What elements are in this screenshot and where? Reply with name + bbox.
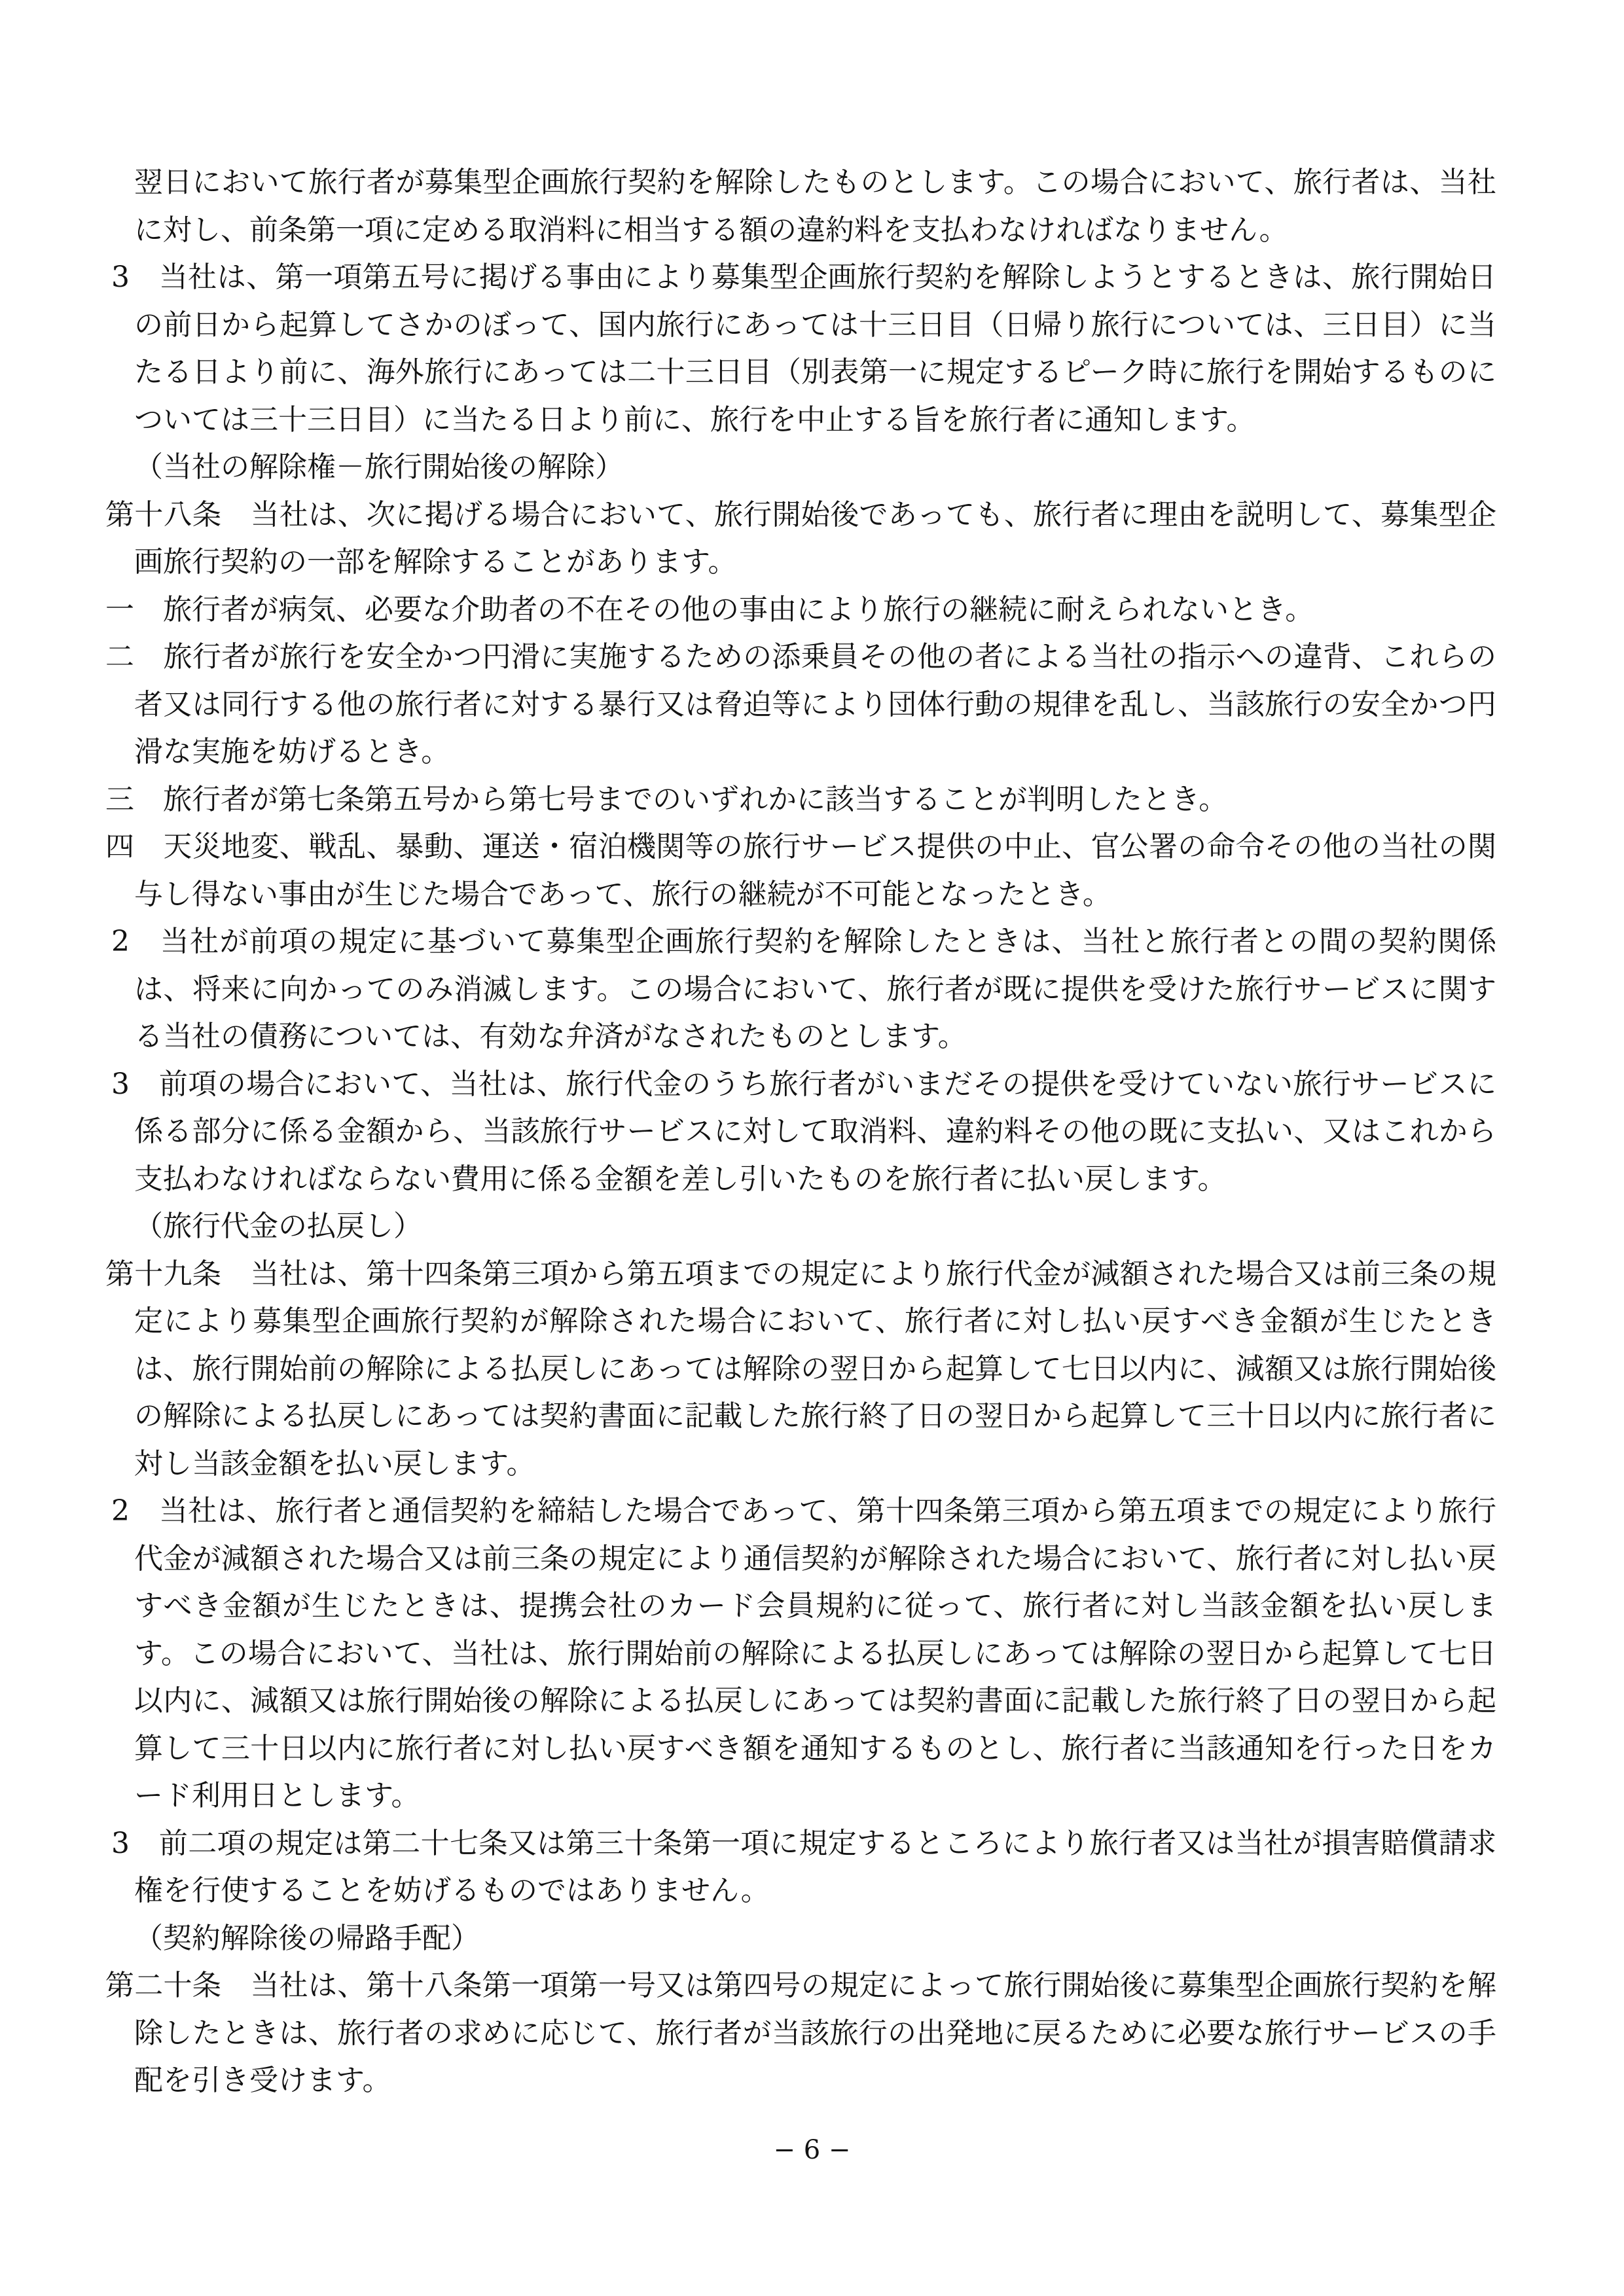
paragraph-heading: （契約解除後の帰路手配） — [134, 1921, 480, 1955]
paragraph-subitem: 二 旅行者が旅行を安全かつ円滑に実施するための添乗員その他の者による当社の指示への違背、これらの者又は同行する他の旅行者に対する暴行又は脅迫等により団体行動の規律を乱し、当該旅行の安全かつ円滑な実施を妨げるとき。 — [105, 640, 1496, 768]
paragraph-subitem: 三 旅行者が第七条第五号から第七号までのいずれかに該当することが判明したとき。 — [105, 782, 1228, 816]
page-footer — [0, 2135, 1624, 2165]
paragraph-heading: （当社の解除権－旅行開始後の解除） — [134, 450, 624, 484]
paragraph-article: 第二十条 当社は、第十八条第一項第一号又は第四号の規定によって旅行開始後に募集型企画旅行契約を解除したときは、旅行者の求めに応じて、旅行者が当該旅行の出発地に戻るために必要な旅行サービスの手配を引き受けます。 — [105, 1969, 1496, 2097]
paragraph-heading: （旅行代金の払戻し） — [134, 1210, 422, 1243]
paragraph-item: 3 前二項の規定は第二十七条又は第三十条第一項に規定するところにより旅行者又は当社が損害賠償請求権を行使することを妨げるものではありません。 — [111, 1826, 1496, 1907]
paragraph-article: 第十九条 当社は、第十四条第三項から第五項までの規定により旅行代金が減額された場合又は前三条の規定により募集型企画旅行契約が解除された場合において、旅行者に対し払い戻すべき金額が生じたときは、旅行開始前の解除による払戻しにあっては解除の翌日から起算して七日以内に、減額又は旅行開始後の解除による払戻しにあっては契約書面に記載した旅行終了日の翌日から起算して三十日以内に旅行者に対し当該金額を払い戻します。 — [105, 1257, 1496, 1480]
paragraph-item: 2 当社が前項の規定に基づいて募集型企画旅行契約を解除したときは、当社と旅行者との間の契約関係は、将来に向かってのみ消滅します。この場合において、旅行者が既に提供を受けた旅行サービスに関する当社の債務については、有効な弁済がなされたものとします。 — [111, 925, 1496, 1053]
paragraph-item: 3 当社は、第一項第五号に掲げる事由により募集型企画旅行契約を解除しようとするときは、旅行開始日の前日から起算してさかのぼって、国内旅行にあっては十三日目（日帰り旅行については、三日目）に当たる日より前に、海外旅行にあっては二十三日目（別表第一に規定するピーク時に旅行を開始するものについては三十三日目）に当たる日より前に、旅行を中止する旨を旅行者に通知します。 — [111, 260, 1496, 437]
paragraph-cont: 翌日において旅行者が募集型企画旅行契約を解除したものとします。この場合において、旅行者は、当社に対し、前条第一項に定める取消料に相当する額の違約料を支払わなければなりません。 — [134, 166, 1496, 247]
paragraph-item: 2 当社は、旅行者と通信契約を締結した場合であって、第十四条第三項から第五項までの規定により旅行代金が減額された場合又は前三条の規定により通信契約が解除された場合において、旅行者に対し払い戻すべき金額が生じたときは、提携会社のカード会員規約に従って、旅行者に対し当該金額を払い戻します。この場合において、当社は、旅行開始前の解除による払戻しにあっては解除の翌日から起算して七日以内に、減額又は旅行開始後の解除による払戻しにあっては契約書面に記載した旅行終了日の翌日から起算して三十日以内に旅行者に対し払い戻すべき額を通知するものとし、旅行者に当該通知を行った日をカード利用日とします。 — [111, 1494, 1496, 1812]
paragraph-item: 3 前項の場合において、当社は、旅行代金のうち旅行者がいまだその提供を受けていない旅行サービスに係る部分に係る金額から、当該旅行サービスに対して取消料、違約料その他の既に支払い、又はこれから支払わなければならない費用に係る金額を差し引いたものを旅行者に払い戻します。 — [111, 1067, 1496, 1196]
paragraph-subitem: 一 旅行者が病気、必要な介助者の不在その他の事由により旅行の継続に耐えられないとき。 — [105, 592, 1314, 626]
paragraph-subitem: 四 天災地変、戦乱、暴動、運送・宿泊機関等の旅行サービス提供の中止、官公署の命令その他の当社の関与し得ない事由が生じた場合であって、旅行の継続が不可能となったとき。 — [105, 830, 1496, 911]
page-number: − 6 − — [773, 2135, 851, 2165]
paragraph-article: 第十八条 当社は、次に掲げる場合において、旅行開始後であっても、旅行者に理由を説明して、募集型企画旅行契約の一部を解除することがあります。 — [105, 497, 1496, 579]
document-body — [105, 159, 1496, 2105]
